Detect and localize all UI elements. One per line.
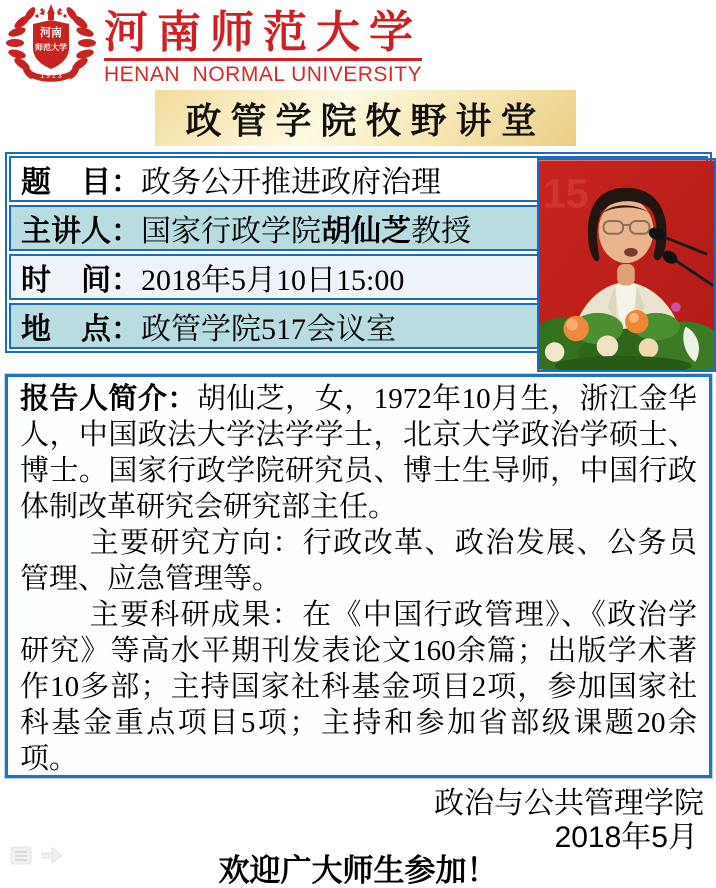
- time-value: 2018年5月10日15:00: [141, 264, 405, 297]
- bio-paragraph-1: [20, 381, 697, 525]
- welcome-message: 欢迎广大师生参加！: [218, 853, 498, 888]
- speaker-label: 主讲人：: [21, 215, 141, 248]
- bio-paragraph-3: 主要科研成果：在《中国行政管理》、《政治学研究》等高水平期刊发表论文160余篇；出版学术著作10多部；主持国家社科基金项目2项，参加国家社科基金重点项目5项；主持和参加省部级课题20余项。: [20, 599, 697, 775]
- emblem-year: 1 9 2 3: [40, 73, 62, 80]
- time-label: 时 间：: [21, 264, 141, 297]
- university-emblem-icon: [6, 2, 96, 88]
- location-value: 政管学院517会议室: [141, 313, 396, 346]
- lecture-series-banner: 政管学院牧野讲堂: [155, 90, 576, 146]
- university-name-cn: 河南师范大学: [104, 10, 422, 61]
- location-label: 地 点：: [21, 313, 141, 346]
- poster-date: 2018年5月: [554, 821, 698, 854]
- topic-label: 题 目：: [21, 166, 141, 199]
- emblem-text-bottom: 师范大学: [35, 43, 67, 52]
- slideshow-controls: [10, 846, 64, 865]
- bio-paragraph-2: 主要研究方向：行政改革、政治发展、公务员管理、应急管理等。: [20, 527, 697, 595]
- slideshow-menu-icon[interactable]: [10, 846, 32, 865]
- university-logo: [6, 2, 422, 88]
- bio-text-1: 胡仙芝，女，1972年10月生，浙江金华人，中国政法大学法学学士，北京大学政治学硕士、博士。国家行政学院研究员、博士生导师，中国行政体制改革研究会研究部主任。: [20, 383, 697, 523]
- speaker-name: 胡仙芝: [321, 215, 411, 248]
- speaker-photo: [537, 158, 716, 372]
- svg-text:15: 15: [542, 170, 589, 217]
- organizer-name: 政治与公共管理学院: [434, 787, 704, 820]
- next-slide-arrow-icon[interactable]: [40, 846, 64, 865]
- bio-label: 报告人简介：: [20, 383, 197, 415]
- speaker-affiliation: 国家行政学院: [141, 215, 321, 248]
- topic-value: 政务公开推进政府治理: [141, 166, 441, 199]
- speaker-bio-box: [5, 374, 712, 778]
- speaker-title: 教授: [411, 215, 471, 248]
- university-name-en: HENAN NORMAL UNIVERSITY: [104, 63, 423, 86]
- emblem-text-top: 河南: [40, 27, 62, 39]
